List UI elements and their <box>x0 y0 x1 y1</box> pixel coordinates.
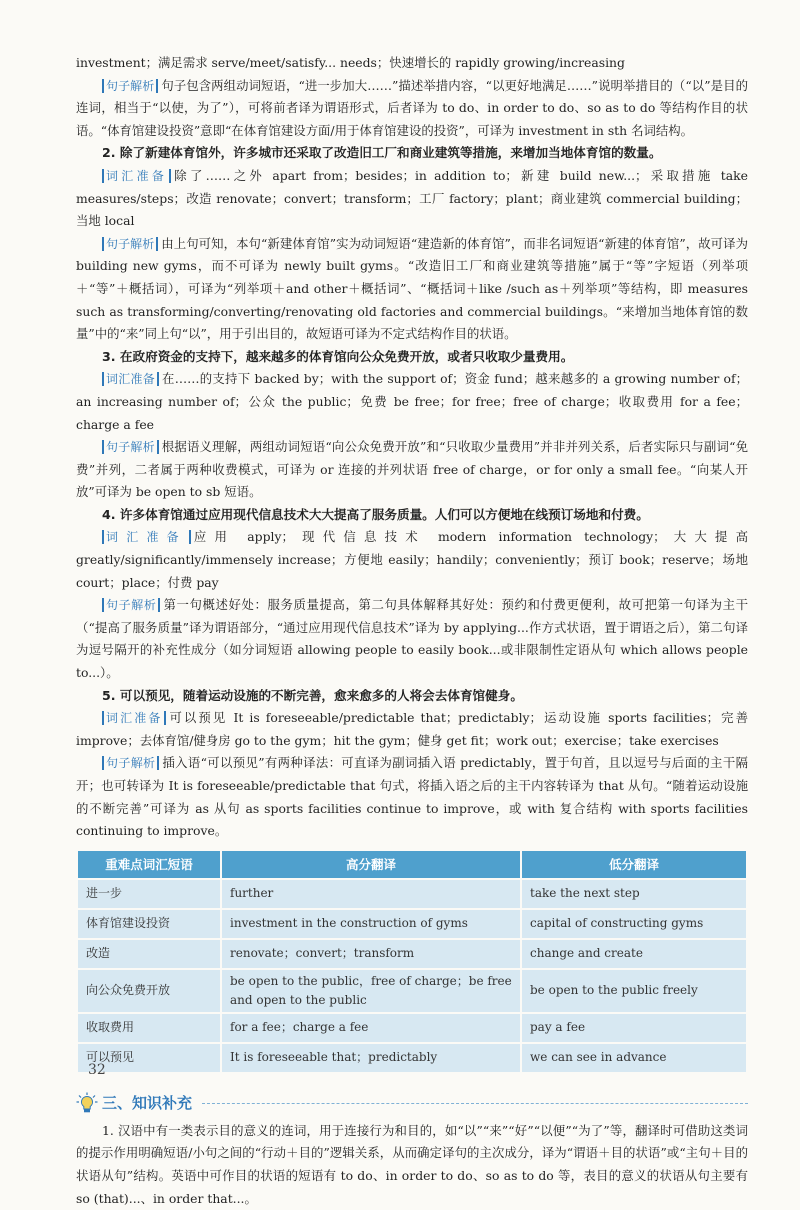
table-cell: be open to the public freely <box>521 969 747 1013</box>
vocab-tag: 词汇准备 <box>102 711 166 725</box>
table-header-row <box>77 850 747 879</box>
vocab-paragraph: 词汇准备 可以预见 It is foreseeable/predictable that；predictably；运动设施 sports facilities；完善 improve；去体育馆/健身房 go to the gym；hit the gym；健身 get fit；work out；exercise；take exercises <box>76 710 748 748</box>
table-cell: further <box>221 879 521 909</box>
table-cell: capital of constructing gyms <box>521 909 747 939</box>
vocab-tag: 词汇准备 <box>102 169 171 183</box>
vocab-tag: 词汇准备 <box>102 530 191 544</box>
table-row <box>77 1043 747 1073</box>
table-cell: 进一步 <box>77 879 221 909</box>
table-cell: 可以预见 <box>77 1043 221 1073</box>
analysis-tag: 句子解析 <box>102 756 159 770</box>
lightbulb-icon <box>76 1092 98 1114</box>
table-cell: 体育馆建设投资 <box>77 909 221 939</box>
table-cell: change and create <box>521 939 747 969</box>
table-cell: for a fee；charge a fee <box>221 1013 521 1043</box>
vocab-tag: 词汇准备 <box>102 372 159 386</box>
section-heading <box>76 1092 748 1114</box>
table-row <box>77 969 747 1013</box>
section-title: 三、知识补充 <box>102 1094 193 1113</box>
vocab-table <box>76 849 748 1074</box>
page-number: 32 <box>88 1062 106 1078</box>
vocab-paragraph: 词汇准备 在……的支持下 backed by；with the support of；资金 fund；越来越多的 a growing number of；an increasing number of；公众 the public；免费 be free；for free；free of charge；收取费用 for a fee；charge a fee <box>76 371 748 432</box>
table-row <box>77 909 747 939</box>
analysis-tag: 句子解析 <box>102 79 158 93</box>
table-row <box>77 879 747 909</box>
analysis-tag: 句子解析 <box>102 598 160 612</box>
table-header: 低分翻译 <box>521 850 747 879</box>
analysis-paragraph: 句子解析 句子包含两组动词短语，“进一步加大……”描述举措内容，“以更好地满足……”说明举措目的（“以”是目的连词，相当于“以使，为了”），可将前者译为谓语形式，后者译为 to do、in order to do、so as to do 等结构作目的状语。“体育馆建设投资”意即“在体育馆建设方面/用于体育馆建设的投资”，可译为 investment in sth 名词结构。 <box>76 77 748 138</box>
table-header: 高分翻译 <box>221 850 521 879</box>
question-2: 2. 除了新建体育馆外，许多城市还采取了改造旧工厂和商业建筑等措施，来增加当地体育馆的数量。 <box>102 145 662 161</box>
vocab-paragraph: 词汇准备 除了……之外 apart from；besides；in addition to；新建 build new...；采取措施 take measures/steps；改造 renovate；convert；transform；工厂 factory；plant；商业建筑 commercial building；当地 local <box>76 167 748 229</box>
table-header: 重难点词汇短语 <box>77 850 221 879</box>
table-cell: take the next step <box>521 879 747 909</box>
page-content <box>76 52 748 1210</box>
table-cell: 向公众免费开放 <box>77 969 221 1013</box>
table-cell: pay a fee <box>521 1013 747 1043</box>
table-cell: be open to the public，free of charge；be free and open to the public <box>221 969 521 1013</box>
table-cell: 改造 <box>77 939 221 969</box>
table-cell: renovate；convert；transform <box>221 939 521 969</box>
analysis-paragraph: 句子解析 插入语“可以预见”有两种译法：可直译为副词插入语 predictably，置于句首，且以逗号与后面的主干隔开；也可转译为 It is foreseeable/predictable that 句式，将插入语之后的主干内容转译为 that 从句。“随着运动设施的不断完善”可译为 as 从句 as sports facilities continue to improve，或 with 复合结构 with sports facilities continuing to improve。 <box>76 755 748 839</box>
table-cell: investment in the construction of gyms <box>221 909 521 939</box>
analysis-paragraph: 句子解析 根据语义理解，两组动词短语“向公众免费开放”和“只收取少量费用”并非并列关系，后者实际只与副词“免费”并列，二者属于两种收费模式，可译为 or 连接的并列状语 free of charge，or for only a small fee。“向某人开放”可译为 be open to sb 短语。 <box>76 439 748 500</box>
table-cell: It is foreseeable that；predictably <box>221 1043 521 1073</box>
supplement-paragraph: 1. 汉语中有一类表示目的意义的连词，用于连接行为和目的，如“以”“来”“好”“以便”“为了”等，翻译时可借助这类词的提示作用明确短语/小句之间的“行动＋目的”逻辑关系，从而确定译句的主次成分，译为“谓语＋目的状语”或“主句＋目的状语从句”结构。英语中可作目的状语的短语有 to do、in order to do、so as to do 等，表目的意义的状语从句主要有 so (that)...、in order that...。 <box>76 1122 748 1206</box>
vocab-paragraph: 词汇准备 应用 apply；现代信息技术 modern information technology；大大提高 greatly/significantly/immensely increase；方便地 easily；handily；conveniently；预订 book；reserve；场地 court；place；付费 pay <box>76 529 748 590</box>
text-line: investment；满足需求 serve/meet/satisfy... needs；快速增长的 rapidly growing/increasing <box>76 55 625 70</box>
analysis-paragraph: 句子解析 由上句可知，本句“新建体育馆”实为动词短语“建造新的体育馆”，而非名词短语“新建的体育馆”，故可译为 building new gyms，而不可译为 newly built gyms。“改造旧工厂和商业建筑等措施”属于“等”字短语（列举项＋“等”＋概括词），可译为“列举项＋and other＋概括词”、“概括词＋like /such as＋列举项”等结构，即 measures such as transforming/converting/renovating old factories and commercial buildings。“来增加当地体育馆的数量”中的“来”同上句“以”，用于引出目的，故短语可译为不定式结构作目的状语。 <box>76 235 748 342</box>
table-cell: we can see in advance <box>521 1043 747 1073</box>
question-4: 4. 许多体育馆通过应用现代信息技术大大提高了服务质量。人们可以方便地在线预订场地和付费。 <box>102 506 649 522</box>
question-5: 5. 可以预见，随着运动设施的不断完善，愈来愈多的人将会去体育馆健身。 <box>102 687 523 703</box>
analysis-tag: 句子解析 <box>102 440 159 454</box>
analysis-paragraph: 句子解析 第一句概述好处：服务质量提高，第二句具体解释其好处：预约和付费更便利，故可把第一句译为主干（“提高了服务质量”译为谓语部分，“通过应用现代信息技术”译为 by applying...作方式状语，置于谓语之后），第二句译为逗号隔开的补充性成分（如分词短语 allowing people to easily book...或非限制性定语从句 which allows people to...）。 <box>76 597 748 681</box>
question-3: 3. 在政府资金的支持下，越来越多的体育馆向公众免费开放，或者只收取少量费用。 <box>102 348 574 364</box>
table-row <box>77 1013 747 1043</box>
table-cell: 收取费用 <box>77 1013 221 1043</box>
analysis-tag: 句子解析 <box>102 237 158 251</box>
section-divider <box>202 1103 748 1104</box>
table-row <box>77 939 747 969</box>
